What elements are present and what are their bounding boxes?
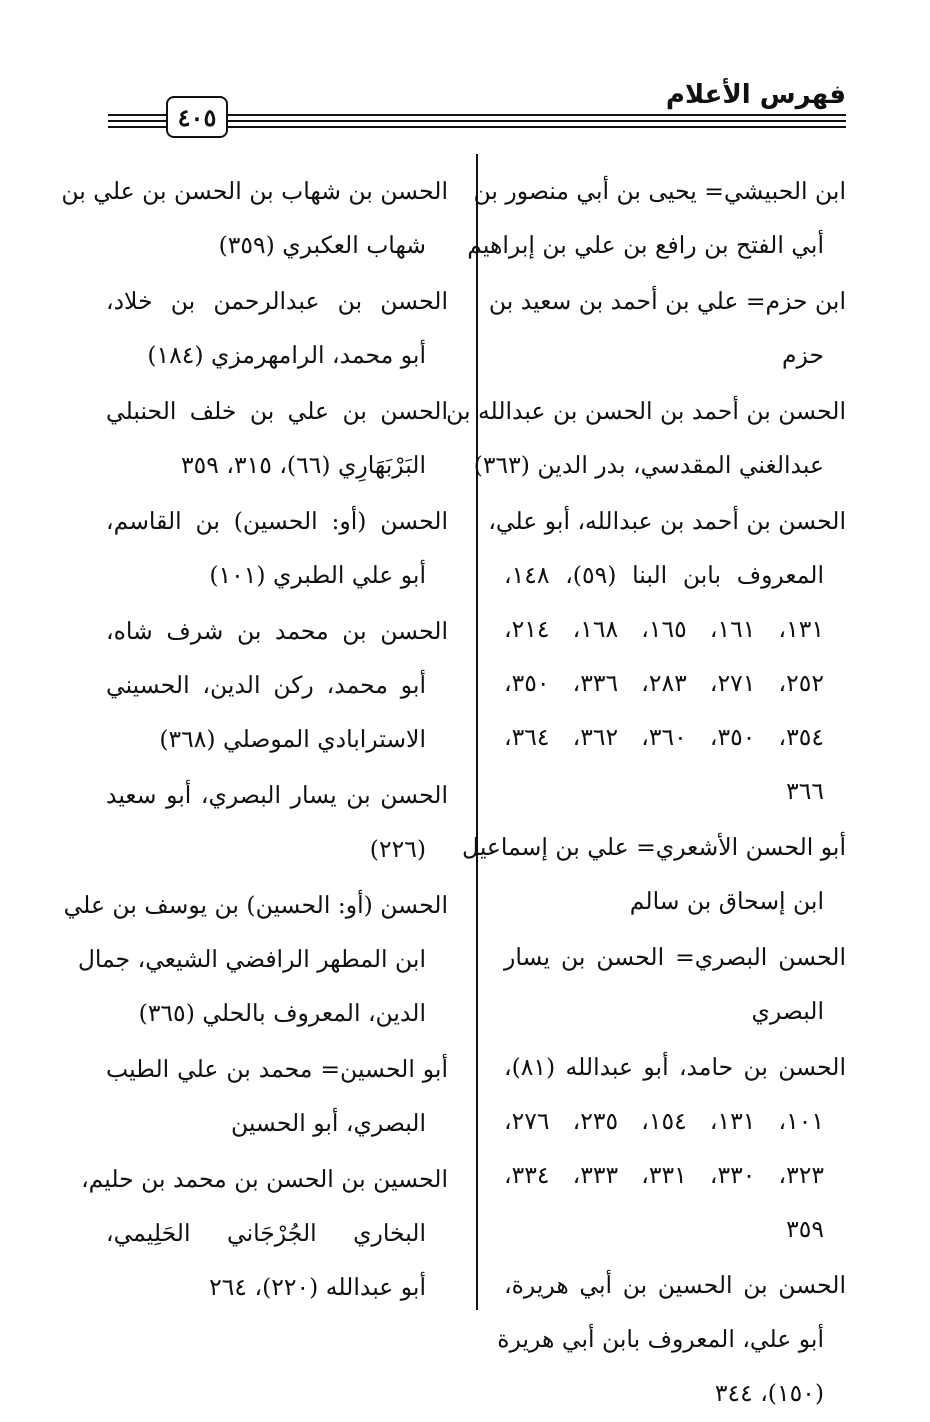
entry-line: أبي الفتح بن رافع بن علي بن إبراهيم — [467, 231, 824, 259]
entry-line: ابن الحبيشي= يحيى بن أبي منصور بن — [473, 177, 846, 205]
entry-line: البخاري الجُرْجَاني الحَلِيمي، — [106, 1219, 426, 1247]
entry-line: أبو عبدالله (٢٢٠)، ٢٦٤ — [209, 1273, 426, 1301]
entry-line: أبو الحسن الأشعري= علي بن إسماعيل — [462, 833, 846, 861]
entry-line: الحسين بن الحسن بن محمد بن حليم، — [81, 1165, 448, 1193]
entry-line: الحسن بن شهاب بن الحسن بن علي بن — [61, 177, 448, 205]
entry-line: المعروف بابن البنا (٥٩)، ١٤٨، — [504, 561, 824, 589]
index-entry — [61, 164, 448, 272]
entry-line: ٣٥٩ — [786, 1215, 824, 1243]
entry-line: ابن المطهر الرافضي الشيعي، جمال — [77, 945, 426, 973]
entry-line: أبو علي، المعروف بابن أبي هريرة — [497, 1325, 824, 1353]
entry-line: الحسن بن يسار البصري، أبو سعيد — [106, 781, 448, 809]
entry-line: ابن حزم= علي بن أحمد بن سعيد بن — [488, 287, 846, 315]
index-entry — [81, 1152, 448, 1314]
entry-line: ٣٦٦ — [786, 777, 824, 805]
entry-line: ٢٥٢، ٢٧١، ٢٨٣، ٣٣٦، ٣٥٠، — [504, 669, 824, 697]
entry-line: (١٥٠)، ٣٤٤ — [714, 1379, 824, 1407]
entry-line: الحسن (أو: الحسين) بن يوسف بن علي — [63, 891, 448, 919]
entry-line: الحسن بن محمد بن شرف شاه، — [106, 617, 448, 645]
index-entry — [106, 384, 448, 492]
left-column — [61, 164, 448, 1316]
entry-line: الحسن (أو: الحسين) بن القاسم، — [106, 507, 448, 535]
entry-line: الحسن البصري= الحسن بن يسار — [504, 943, 846, 971]
entry-line: الحسن بن أحمد بن عبدالله، أبو علي، — [488, 507, 846, 535]
index-entry — [106, 604, 448, 766]
entry-line: أبو الحسين= محمد بن علي الطيب — [106, 1055, 448, 1083]
entry-line: عبدالغني المقدسي، بدر الدين (٣٦٣) — [473, 451, 824, 479]
entry-line: (٢٢٦) — [369, 835, 426, 863]
entry-line: البَرْبَهَارِي (٦٦)، ٣١٥، ٣٥٩ — [181, 451, 426, 479]
index-entry — [497, 1258, 846, 1420]
entry-line: الحسن بن أحمد بن الحسن بن عبدالله بن — [446, 397, 846, 425]
index-entry — [467, 164, 846, 272]
entry-line: البصري، أبو الحسين — [230, 1109, 426, 1137]
index-entry — [106, 768, 448, 876]
entry-line: الحسن بن الحسين بن أبي هريرة، — [504, 1271, 846, 1299]
entry-line: أبو علي الطبري (١٠١) — [209, 561, 426, 589]
entry-line: ١٠١، ١٣١، ١٥٤، ٢٣٥، ٢٧٦، — [504, 1107, 824, 1135]
entry-line: الحسن بن علي بن خلف الحنبلي — [106, 397, 448, 425]
index-entry — [462, 820, 846, 928]
column-divider — [476, 154, 478, 1310]
page-number: ٤٠٥ — [166, 96, 228, 138]
entry-line: البصري — [751, 997, 824, 1025]
header-title: فهرس الأعلام — [665, 80, 846, 110]
index-entry — [504, 1040, 846, 1256]
index-entry — [446, 384, 846, 492]
entry-line: ٣٢٣، ٣٣٠، ٣٣١، ٣٣٣، ٣٣٤، — [504, 1161, 824, 1189]
entry-line: ٣٥٤، ٣٥٠، ٣٦٠، ٣٦٢، ٣٦٤، — [504, 723, 824, 751]
entry-line: الاسترابادي الموصلي (٣٦٨) — [159, 725, 426, 753]
index-entry — [488, 494, 846, 818]
entry-line: ابن إسحاق بن سالم — [629, 887, 824, 915]
index-entry — [106, 494, 448, 602]
entry-line: حزم — [781, 341, 824, 369]
index-entry — [488, 274, 846, 382]
entry-line: شهاب العكبري (٣٥٩) — [218, 231, 426, 259]
index-entry — [504, 930, 846, 1038]
index-entry — [106, 274, 448, 382]
index-entry — [63, 878, 448, 1040]
entry-line: أبو محمد، الرامهرمزي (١٨٤) — [147, 341, 426, 369]
entry-line: ١٣١، ١٦١، ١٦٥، ١٦٨، ٢١٤، — [504, 615, 824, 643]
right-column — [446, 164, 846, 1422]
entry-line: أبو محمد، ركن الدين، الحسيني — [106, 671, 426, 699]
index-entry — [106, 1042, 448, 1150]
entry-line: الحسن بن عبدالرحمن بن خلاد، — [106, 287, 448, 315]
entry-line: الحسن بن حامد، أبو عبدالله (٨١)، — [504, 1053, 846, 1081]
entry-line: الدين، المعروف بالحلي (٣٦٥) — [138, 999, 426, 1027]
